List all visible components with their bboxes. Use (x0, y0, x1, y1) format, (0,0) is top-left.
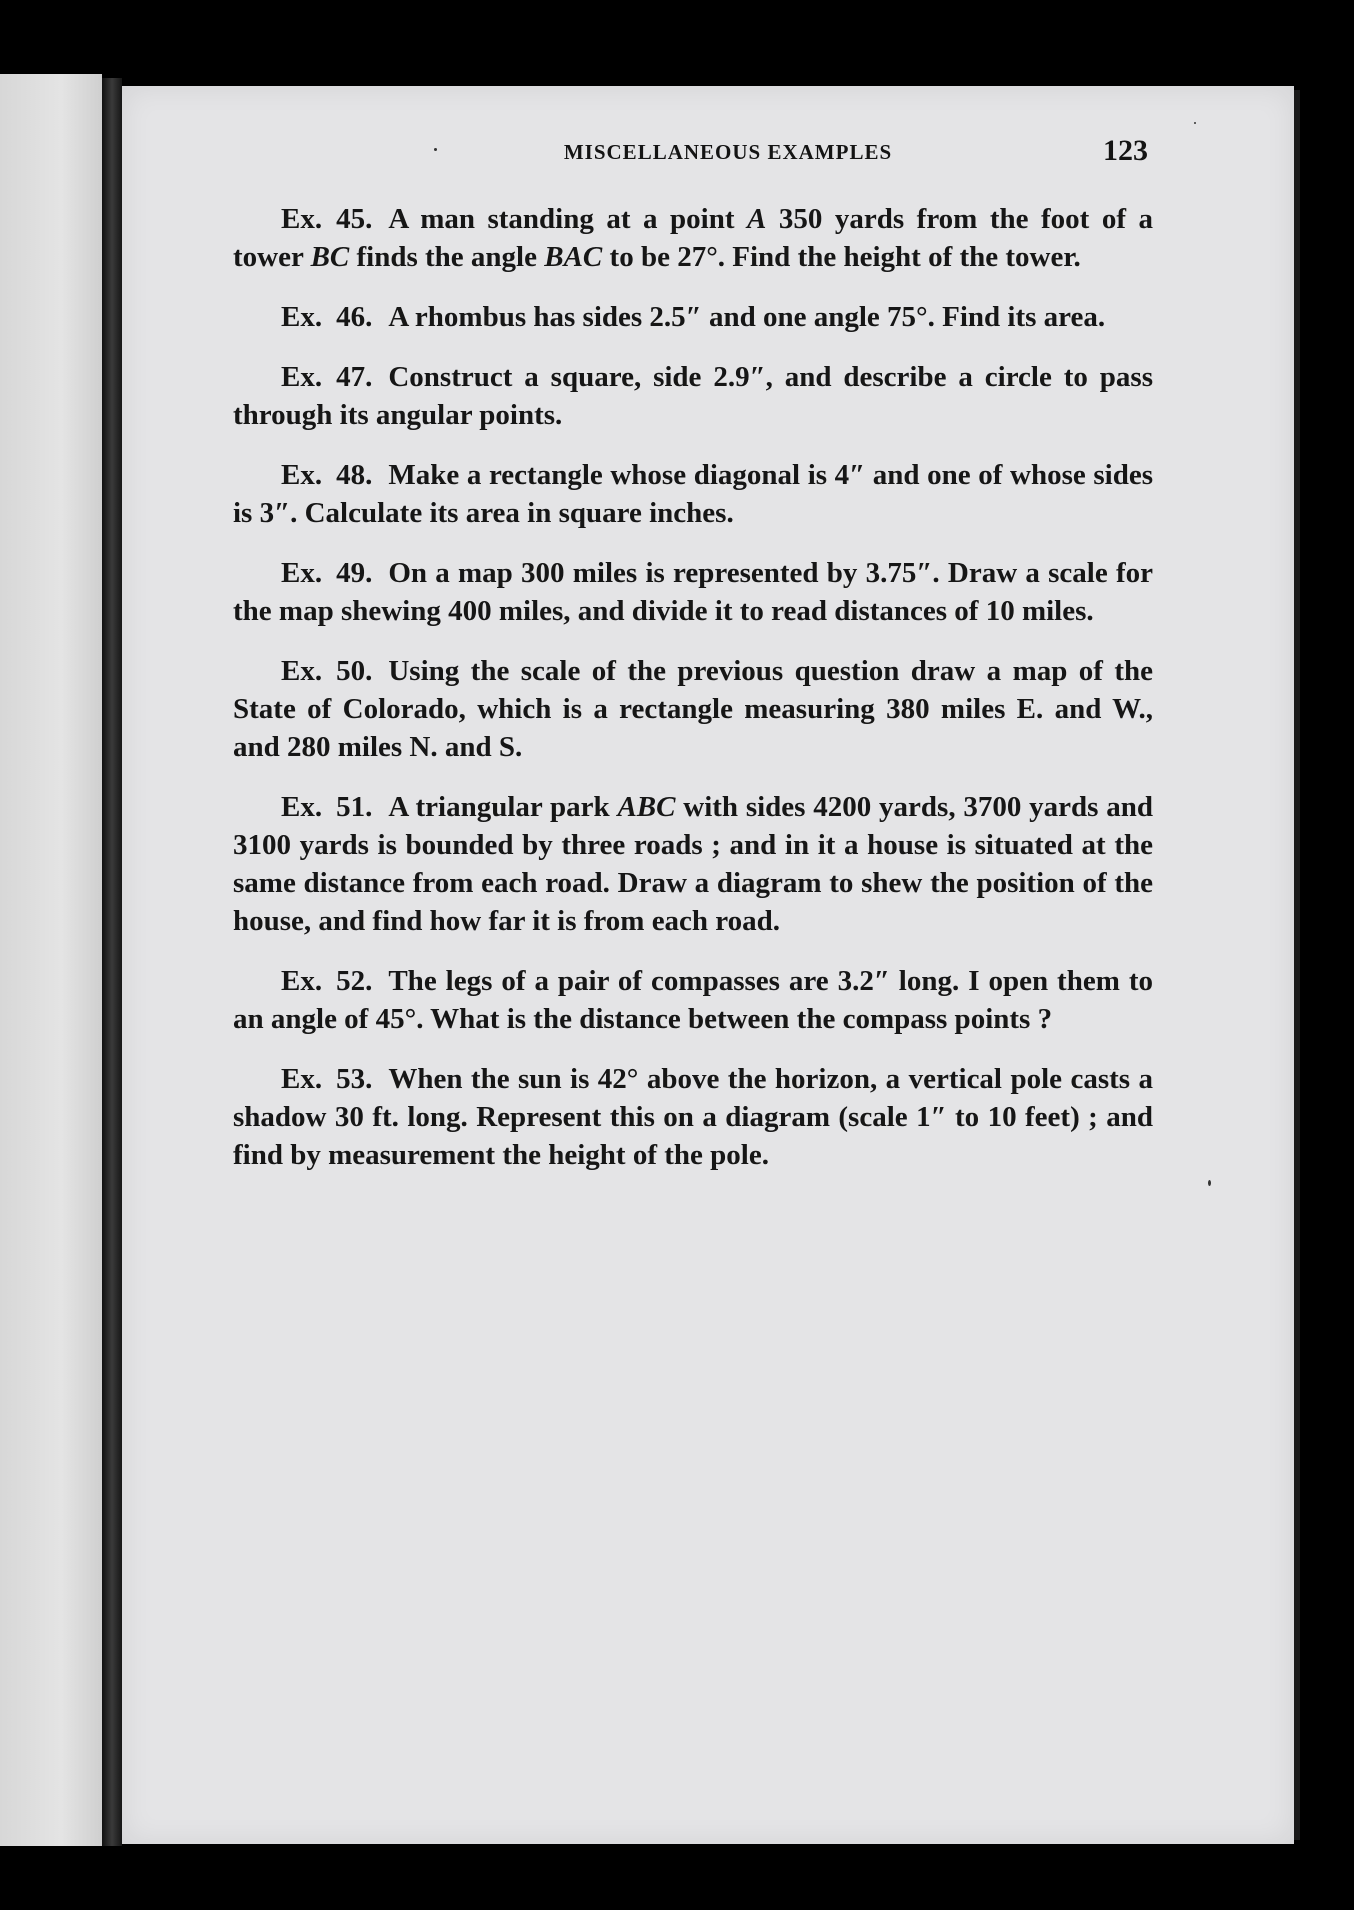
exercise-number: 52. (336, 965, 373, 997)
exercise-number: 48. (336, 459, 373, 491)
exercise-number: 50. (336, 655, 373, 687)
exercise-text: The legs of a pair of compasses are 3.2″ long. I open them to an angle of 45°. What is the distance between the compass points ? (233, 965, 1153, 1035)
exercise-text: A rhombus has sides 2.5″ and one angle 75°. Find its area. (388, 301, 1106, 333)
exercise-variable: BAC (544, 241, 603, 273)
exercise-number: 46. (336, 301, 373, 333)
running-head (378, 134, 1148, 180)
exercise-label: Ex. (281, 361, 323, 393)
exercise-label: Ex. (281, 557, 323, 589)
exercise-variable: BC (310, 241, 350, 273)
exercise-number: 49. (336, 557, 373, 589)
exercise-label: Ex. (281, 459, 323, 491)
exercise-number: 53. (336, 1063, 373, 1095)
exercise-47 (233, 358, 1153, 434)
exercise-53 (233, 1060, 1153, 1174)
exercise-46 (233, 298, 1153, 336)
exercise-text: Using the scale of the previous question draw a map of the State of Colorado, which is a rectangle measuring 380 miles E. and W., and 280 miles N. and S. (233, 655, 1153, 763)
exercise-label: Ex. (281, 791, 323, 823)
exercise-text: with sides 4200 yards, 3700 yards and 3100 yards is bounded by three roads ; and in it a house is situated at the same distance from each road. Draw a diagram to shew the position of the house, and find how far it is from each road. (233, 791, 1153, 937)
exercise-number: 45. (336, 203, 373, 235)
book-spine (102, 78, 122, 1846)
exercise-label: Ex. (281, 301, 323, 333)
exercise-text: A triangular park (388, 791, 618, 823)
right-page-edge (1294, 90, 1300, 1840)
exercise-text: to be 27°. Find the height of the tower. (602, 241, 1081, 273)
exercise-text: Construct a square, side 2.9″, and describe a circle to pass through its angular points. (233, 361, 1153, 431)
exercise-50 (233, 652, 1153, 766)
page-number: 123 (1103, 134, 1148, 167)
exercise-label: Ex. (281, 1063, 323, 1095)
exercise-51 (233, 788, 1153, 940)
left-page-edge (0, 74, 102, 1846)
exercise-label: Ex. (281, 203, 323, 235)
exercise-text: finds the angle (349, 241, 545, 273)
exercise-variable: ABC (617, 791, 676, 823)
exercise-text: A man standing at a point (388, 203, 748, 235)
exercise-text: 350 yards from the foot of a tower (233, 203, 1153, 273)
exercise-label: Ex. (281, 965, 323, 997)
header-title: MISCELLANEOUS EXAMPLES (563, 140, 893, 164)
exercise-label: Ex. (281, 655, 323, 687)
paper-speck (1194, 122, 1196, 124)
exercise-48 (233, 456, 1153, 532)
exercise-text: On a map 300 miles is represented by 3.75″. Draw a scale for the map shewing 400 miles, and divide it to read distances of 10 miles. (233, 557, 1153, 627)
exercise-number: 47. (336, 361, 373, 393)
exercise-variable: A (747, 203, 767, 235)
exercise-text: When the sun is 42° above the horizon, a vertical pole casts a shadow 30 ft. long. Represent this on a diagram (scale 1″ to 10 feet) ; and find by measurement the height of the pole. (233, 1063, 1153, 1171)
exercise-45 (233, 200, 1153, 276)
exercise-list (233, 200, 1153, 1196)
exercise-number: 51. (336, 791, 373, 823)
exercise-49 (233, 554, 1153, 630)
exercise-text: Make a rectangle whose diagonal is 4″ and one of whose sides is 3″. Calculate its area in square inches. (233, 459, 1153, 529)
paper-speck (1208, 1180, 1211, 1186)
exercise-52 (233, 962, 1153, 1038)
